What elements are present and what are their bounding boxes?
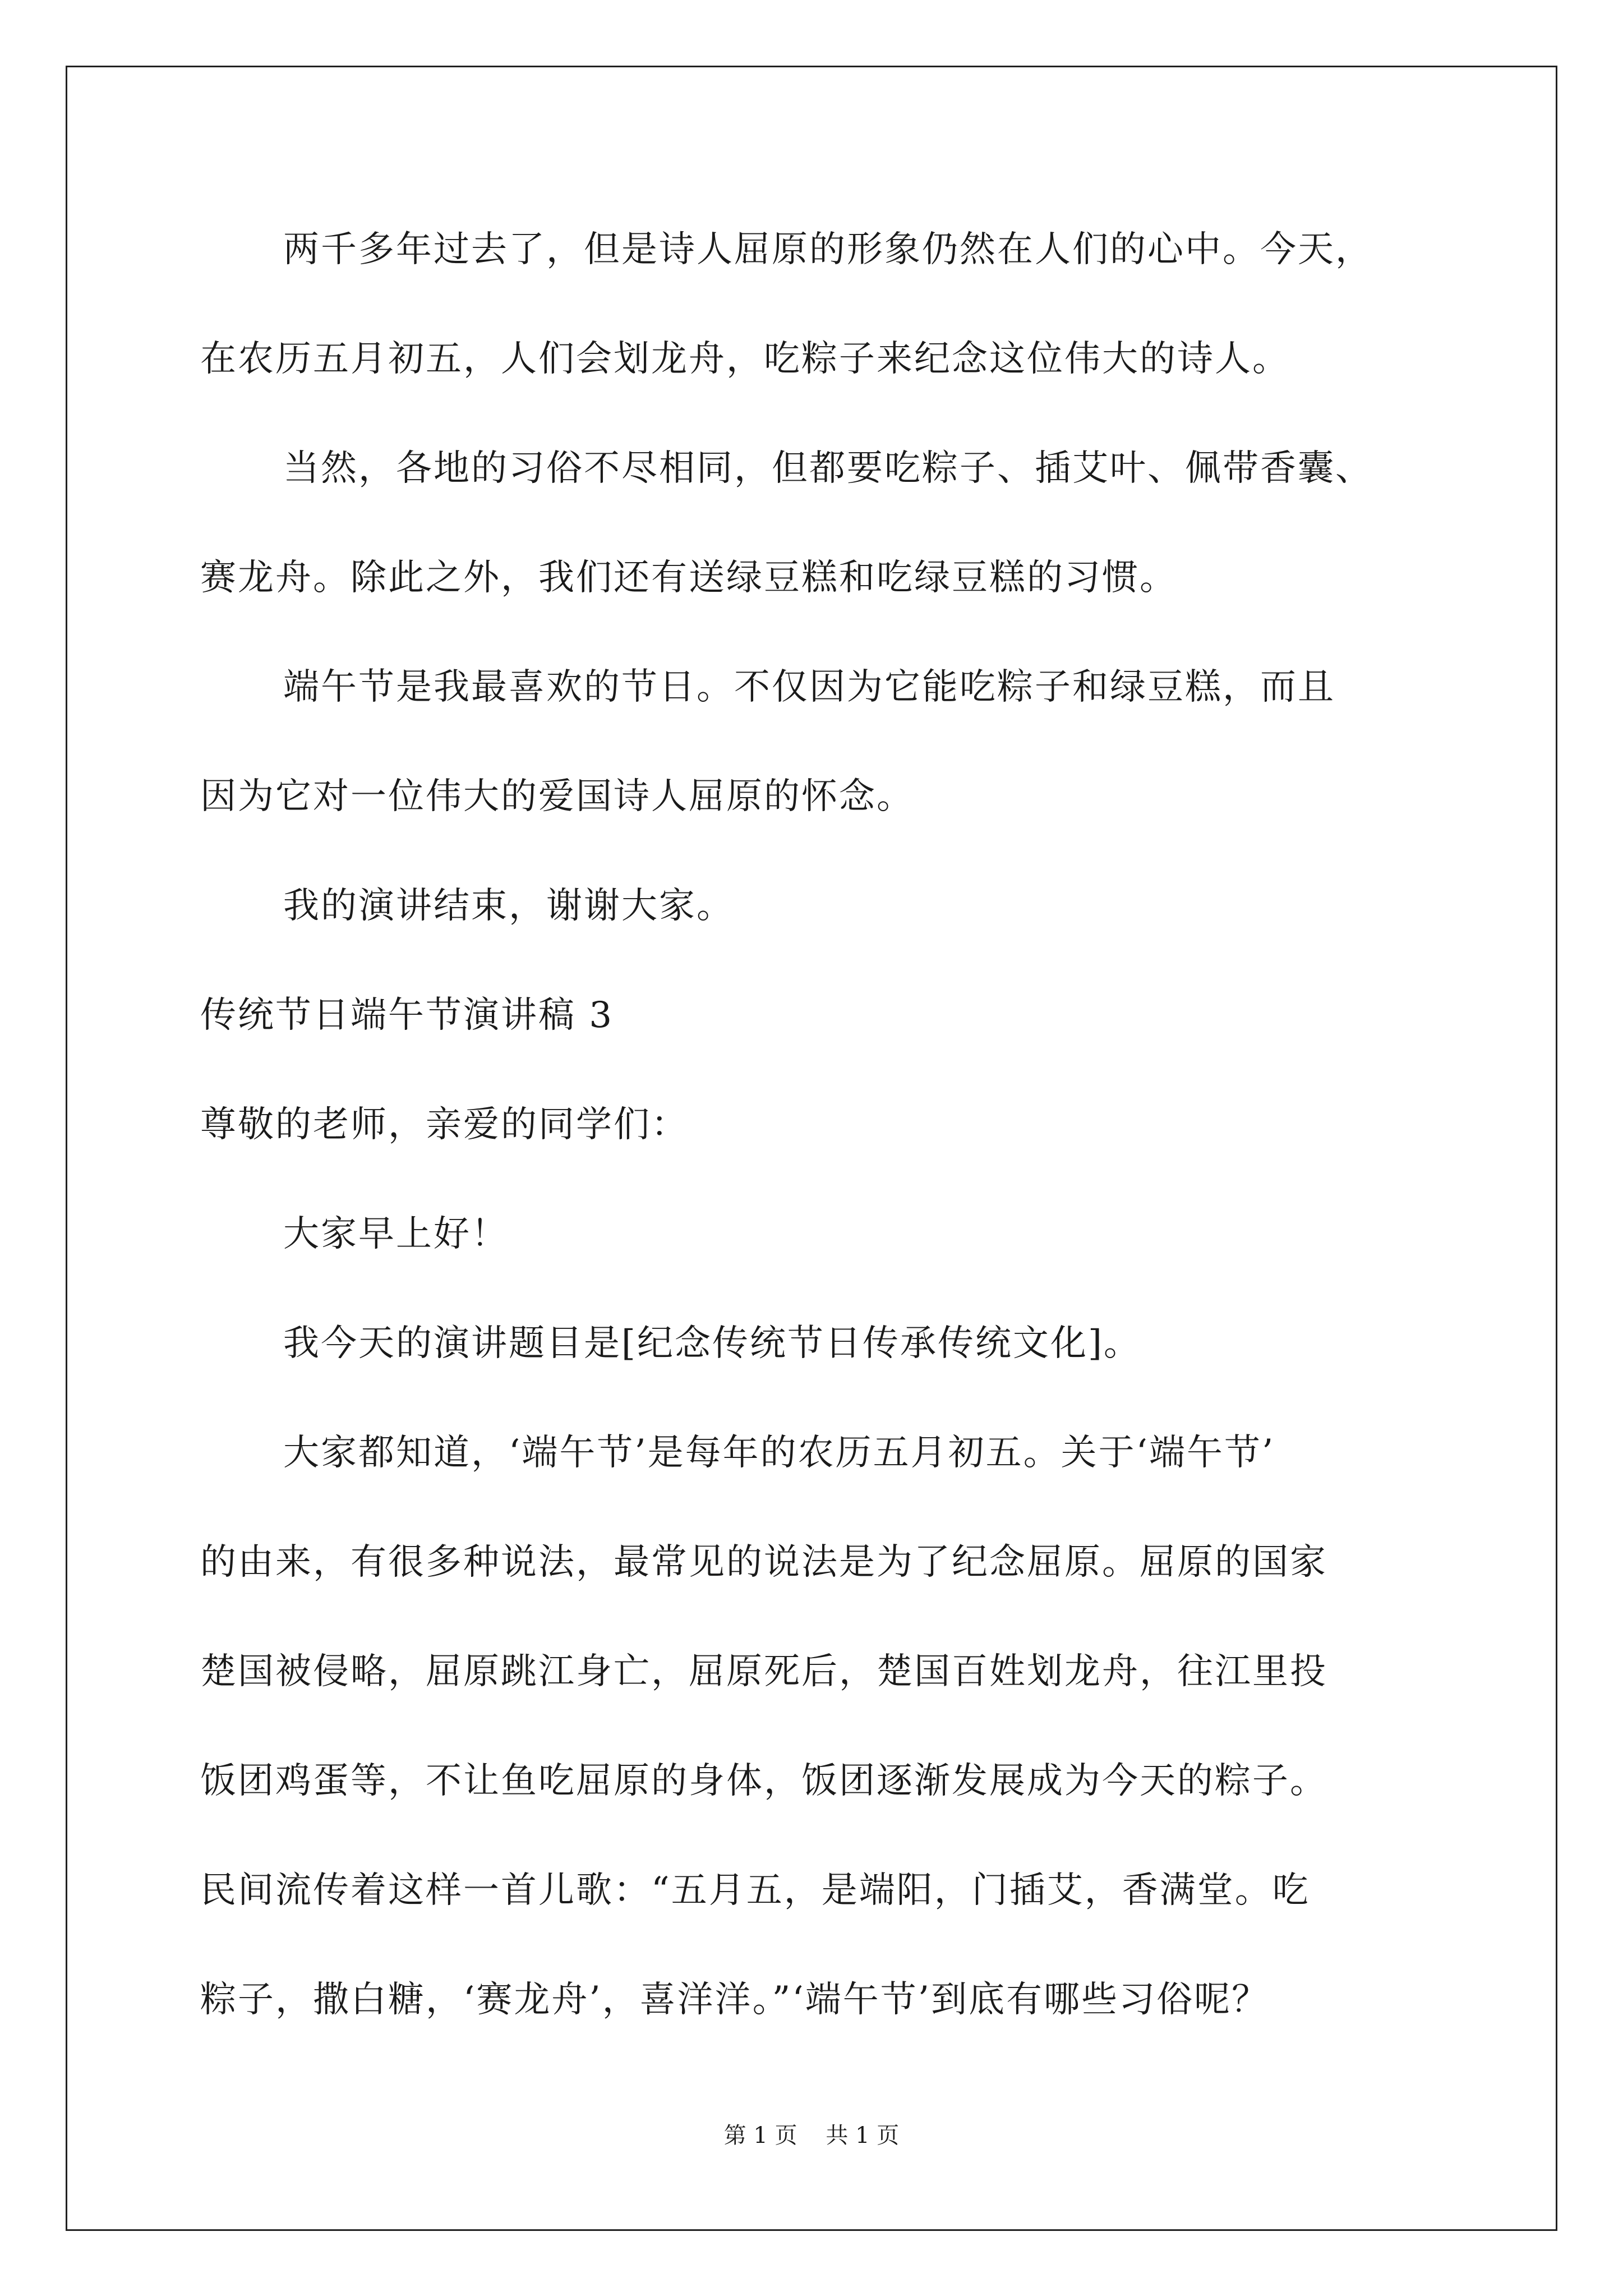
paragraph-line: 楚国被侵略，屈原跳江身亡，屈原死后，楚国百姓划龙舟，往江里投 [200,1651,1327,1692]
paragraph-line: 粽子，撒白糖，‘赛龙舟’，喜洋洋。”‘端午节’到底有哪些习俗呢？ [200,1979,1270,2021]
greeting: 大家早上好！ [283,1213,509,1255]
paragraph-line: 大家都知道，‘端午节’是每年的农历五月初五。关于‘端午节’ [283,1432,1275,1474]
page-number-footer: 第 1 页 共 1 页 [723,2123,900,2148]
paragraph-line: 饭团鸡蛋等，不让鱼吃屈原的身体，饭团逐渐发展成为今天的粽子。 [200,1760,1327,1802]
section-heading: 传统节日端午节演讲稿 3 [200,995,614,1036]
paragraph-line: 因为它对一位伟大的爱国诗人屈原的怀念。 [200,776,914,817]
paragraph-line: 我的演讲结束，谢谢大家。 [283,885,734,927]
paragraph-line: 当然，各地的习俗不尽相同，但都要吃粽子、插艾叶、佩带香囊、 [283,448,1373,489]
paragraph-line: 两千多年过去了，但是诗人屈原的形象仍然在人们的心中。今天， [283,229,1373,270]
paragraph-line: 民间流传着这样一首儿歌：“五月五，是端阳，门插艾，香满堂。吃 [200,1870,1310,1911]
paragraph-line: 端午节是我最喜欢的节日。不仅因为它能吃粽子和绿豆糕，而且 [283,666,1335,708]
paragraph-line: 的由来，有很多种说法，最常见的说法是为了纪念屈原。屈原的国家 [200,1542,1327,1583]
paragraph-line: 在农历五月初五，人们会划龙舟，吃粽子来纪念这位伟大的诗人。 [200,338,1290,380]
paragraph-line: 我今天的演讲题目是[纪念传统节日传承传统文化]。 [283,1323,1141,1364]
salutation: 尊敬的老师，亲爱的同学们： [200,1104,689,1145]
paragraph-line: 赛龙舟。除此之外，我们还有送绿豆糕和吃绿豆糕的习惯。 [200,557,1177,599]
